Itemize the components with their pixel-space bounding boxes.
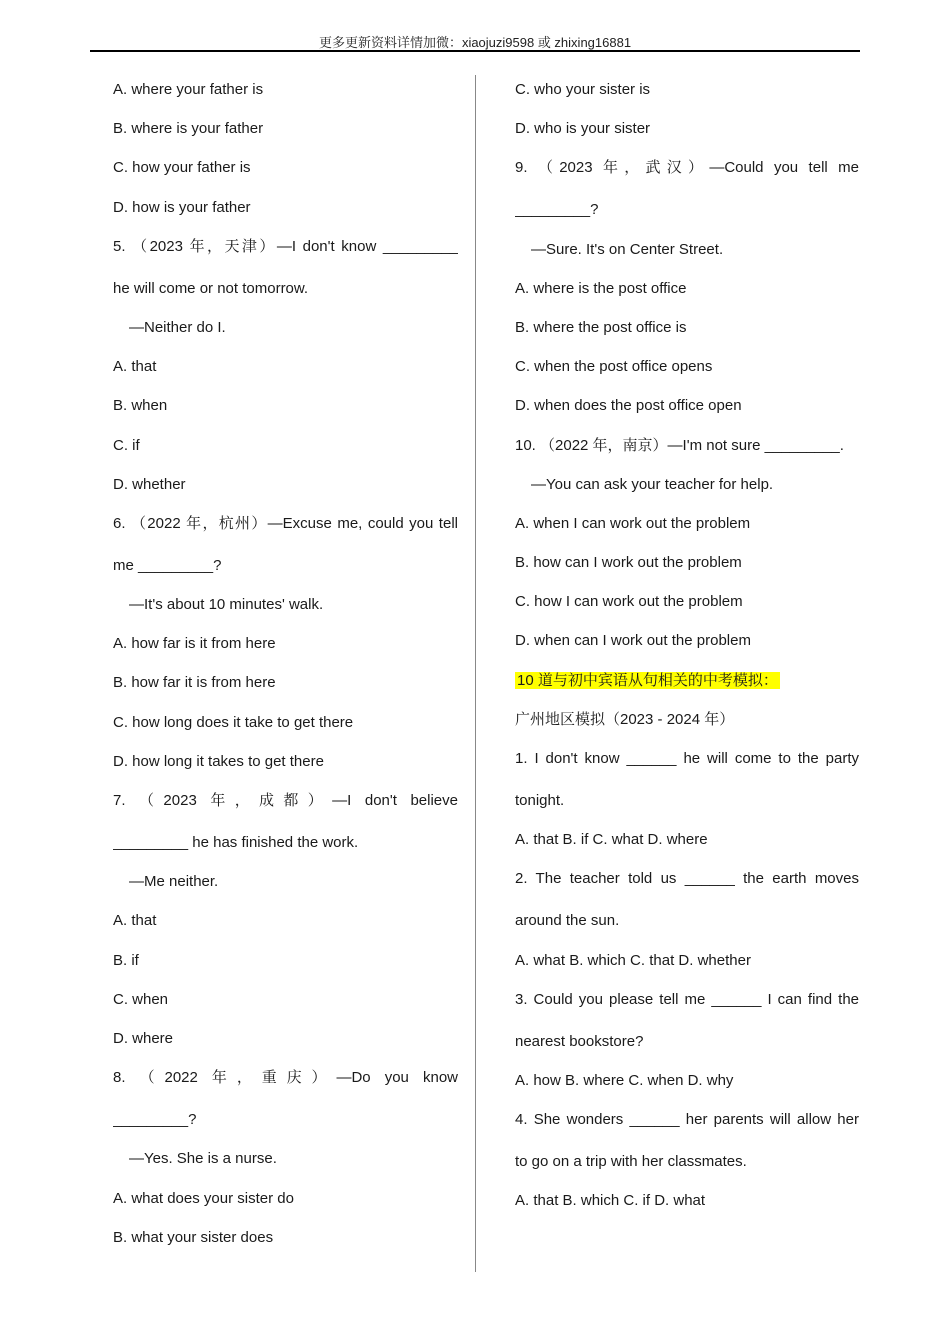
q5-stem-cont: he will come or not tomorrow. <box>113 279 309 297</box>
left-column <box>113 78 458 1265</box>
mock-q4-options: A. that B. which C. if D. what <box>515 1192 706 1210</box>
q5-option-d: D. whether <box>113 475 186 493</box>
q6-stem: 6. （2022 年，杭州）—Excuse me, could you tell <box>113 514 458 532</box>
mock-region-subtitle: 广州地区模拟（2023 - 2024 年） <box>515 710 735 728</box>
q4-option-a: A. where your father is <box>113 81 264 98</box>
mock-q4-stem: 4. She wonders ______ her parents will allow her <box>515 1111 859 1129</box>
q10-response: —You can ask your teacher for help. <box>531 475 774 493</box>
q6-option-a: A. how far is it from here <box>113 635 276 653</box>
mock-q2-options: A. what B. which C. that D. whether <box>515 951 751 969</box>
q9-option-a: A. where is the post office <box>515 279 687 297</box>
q6-response: —It's about 10 minutes' walk. <box>129 596 324 614</box>
right-column <box>515 78 859 1229</box>
q7-option-a: A. that <box>113 912 157 930</box>
column-divider <box>475 75 476 1272</box>
q4-option-b: B. where is your father <box>113 120 264 138</box>
q8-option-d: D. who is your sister <box>515 120 651 138</box>
q5-option-a: A. that <box>113 358 157 376</box>
q10-option-c: C. how I can work out the problem <box>515 593 743 611</box>
q7-stem-cont: _________ he has finished the work. <box>113 834 359 851</box>
q5-option-b: B. when <box>113 397 168 415</box>
q9-stem-cont: _________? <box>515 201 599 219</box>
q6-option-d: D. how long it takes to get there <box>113 752 324 770</box>
mock-q2-stem: 2. The teacher told us ______ the earth moves <box>515 870 859 888</box>
q5-option-c: C. if <box>113 436 140 454</box>
q9-option-b: B. where the post office is <box>515 318 687 336</box>
q10-stem: 10. （2022 年，南京）—I'm not sure _________. <box>515 436 844 454</box>
mock-q1-options: A. that B. if C. what D. where <box>515 831 708 849</box>
q9-option-c: C. when the post office opens <box>515 358 713 376</box>
q8-response: —Yes. She is a nurse. <box>129 1150 277 1168</box>
mock-q3-stem-cont: nearest bookstore? <box>515 1032 644 1050</box>
q6-option-c: C. how long does it take to get there <box>113 713 354 731</box>
q7-option-d: D. where <box>113 1029 174 1047</box>
mock-q1-stem: 1. I don't know ______ he will come to the party <box>515 750 859 767</box>
mock-q3-stem: 3. Could you please tell me ______ I can find the <box>515 990 859 1008</box>
q6-option-b: B. how far it is from here <box>113 674 276 692</box>
q9-option-d: D. when does the post office open <box>515 397 742 415</box>
mock-q3-options: A. how B. where C. when D. why <box>515 1071 734 1089</box>
mock-section-heading: 10 道与初中宾语从句相关的中考模拟： <box>517 671 778 689</box>
q5-stem: 5. （2023 年，天津）—I don't know _________ <box>113 237 458 255</box>
q8-option-a: A. what does your sister do <box>113 1189 294 1207</box>
q8-option-b: B. what your sister does <box>113 1228 274 1246</box>
q4-option-d: D. how is your father <box>113 198 251 216</box>
q7-option-c: C. when <box>113 990 169 1008</box>
q7-option-b: B. if <box>113 951 139 969</box>
q9-response: —Sure. It's on Center Street. <box>531 240 724 258</box>
q8-option-c: C. who your sister is <box>515 81 651 98</box>
q9-stem: 9. （2023 年，武汉）—Could you tell me <box>515 159 859 177</box>
mock-section-heading-row <box>515 669 859 708</box>
page-header: 更多更新资料详情加微：xiaojuzi9598 或 zhixing16881 <box>318 35 632 50</box>
q6-stem-cont: me _________? <box>113 556 222 574</box>
q10-option-b: B. how can I work out the problem <box>515 554 742 572</box>
q4-option-c: C. how your father is <box>113 159 251 177</box>
header-rule <box>90 50 860 52</box>
q7-response: —Me neither. <box>129 873 219 891</box>
mock-q4-stem-cont: to go on a trip with her classmates. <box>515 1153 747 1171</box>
q5-response: —Neither do I. <box>129 318 226 336</box>
mock-q1-stem-cont: tonight. <box>515 792 565 809</box>
q8-stem-cont: _________? <box>113 1111 197 1129</box>
mock-q2-stem-cont: around the sun. <box>515 912 620 930</box>
q8-stem: 8. （2022 年，重庆）—Do you know <box>113 1069 458 1087</box>
q10-option-d: D. when can I work out the problem <box>515 632 751 650</box>
q10-option-a: A. when I can work out the problem <box>515 514 751 532</box>
q7-stem: 7. （2023 年，成都）—I don't believe <box>113 792 458 809</box>
